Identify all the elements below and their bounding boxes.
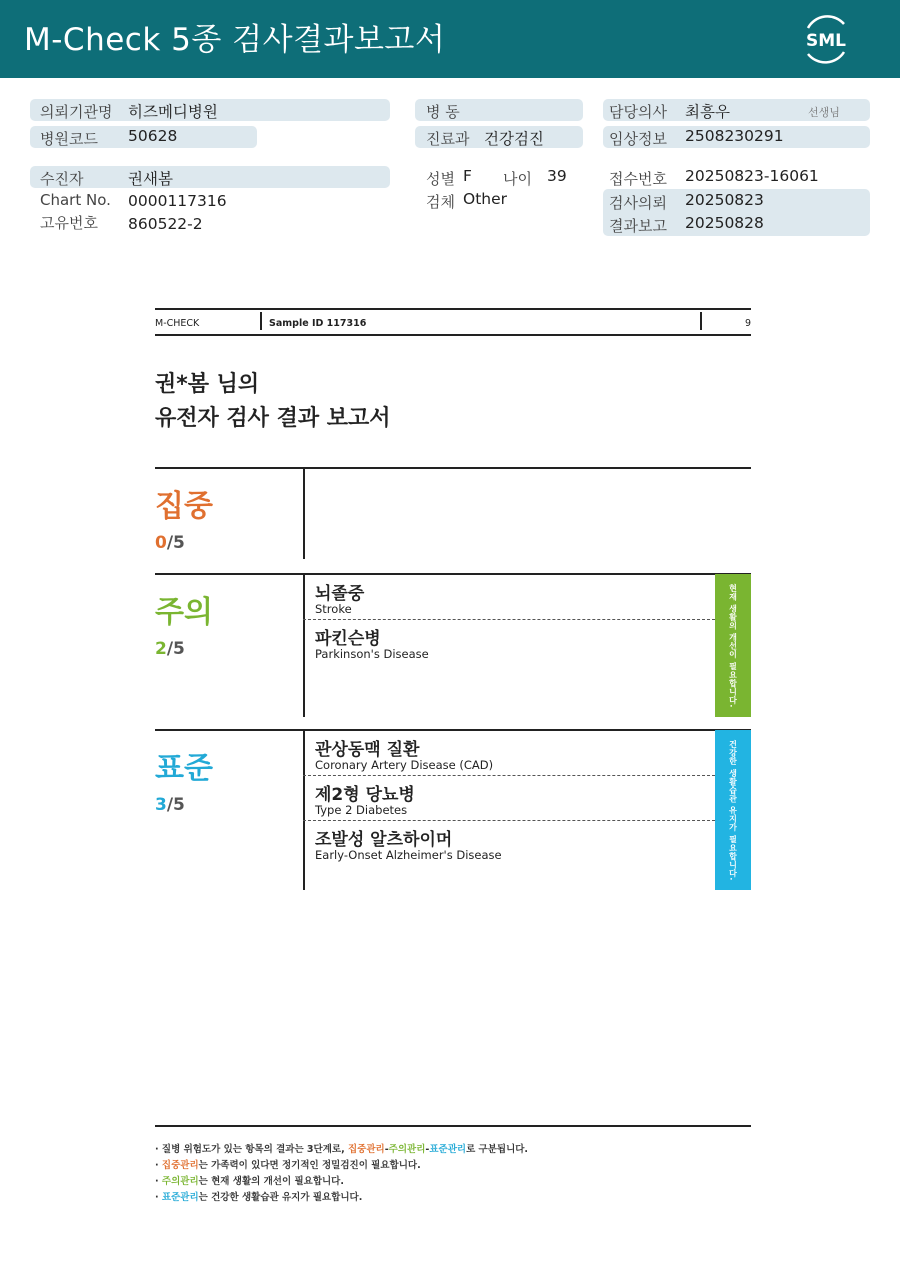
hospital-code-label: 병원코드 [40,130,98,148]
sample-bar [155,308,751,336]
ward-label: 병 동 [426,103,460,121]
sml-logo [796,10,856,68]
dept-label: 진료과 [426,130,470,148]
item-subtitle: Type 2 Diabetes [315,803,408,817]
sample-id: Sample ID 117316 [260,312,366,330]
group-standard [155,729,751,890]
note-2: · 집중관리는 가족력이 있다면 정기적인 정밀검진이 필요합니다. [155,1160,421,1171]
receipt-value: 20250823-16061 [685,167,819,185]
standard-sidebar: 건강한 생활습관 유지가 필요합니다. [715,730,751,890]
item-title: 파킨슨병 [315,629,381,649]
footer-notes [155,1142,528,1206]
result-label: 결과보고 [609,217,667,235]
clinical-label: 임상정보 [609,130,667,148]
list-item [315,776,715,821]
specimen-label: 검체 [426,193,455,211]
list-item [315,620,715,665]
heading-line-1: 권*봄 님의 [155,372,260,397]
sex-value: F [463,167,472,185]
group-caution-name: 주의 [155,595,213,630]
footer-rule [155,1125,751,1127]
id-label: 고유번호 [40,214,98,232]
specimen-value: Other [463,190,508,208]
note-4: · 표준관리는 건강한 생활습관 유지가 필요합니다. [155,1192,363,1203]
chart-value: 0000117316 [128,192,227,210]
dept-value: 건강검진 [484,130,544,148]
sex-label: 성별 [426,170,455,188]
id-value: 860522-2 [128,215,203,233]
age-label: 나이 [503,170,532,188]
item-title: 관상동맥 질환 [315,740,420,760]
note-3: · 주의관리는 현재 생활의 개선이 필요합니다. [155,1176,344,1187]
request-label: 검사의뢰 [609,194,667,212]
item-subtitle: Coronary Artery Disease (CAD) [315,758,494,772]
item-subtitle: Parkinson's Disease [315,647,429,661]
page-number: 9 [700,312,751,330]
list-item [315,575,715,620]
heading-line-2: 유전자 검사 결과 보고서 [155,406,391,431]
note-1: · 질병 위험도가 있는 항목의 결과는 3단계로, 집중관리-주의관리-표준관리로 구분됩니다. [155,1144,529,1155]
doctor-suffix: 선생님 [808,106,840,119]
item-title: 제2형 당뇨병 [315,785,415,805]
group-focus-name: 집중 [155,489,213,524]
clinical-value: 2508230291 [685,127,784,145]
request-value: 20250823 [685,191,764,209]
group-caution [155,573,751,717]
group-standard-count: 3/5 [155,795,185,815]
caution-sidebar: 현재 생활의 개선이 필요합니다. [715,574,751,717]
item-title: 조발성 알츠하이머 [315,830,453,850]
report-title: M-Check 5종 검사결과보고서 [24,22,446,58]
group-focus [155,467,751,559]
doctor-value: 최흥우 [685,103,730,121]
patient-row [30,166,390,188]
chart-label: Chart No. [40,191,111,209]
header-bar [0,0,900,78]
brand-label: M-CHECK [155,318,200,329]
patient-value: 권새봄 [128,170,173,188]
institution-label: 의뢰기관명 [40,103,113,121]
age-value: 39 [547,167,567,185]
logo-text: SML [806,31,846,51]
group-standard-name: 표준 [155,751,213,786]
doctor-label: 담당의사 [609,103,667,121]
patient-label: 수진자 [40,170,84,188]
list-item [315,821,715,866]
item-title: 뇌졸중 [315,584,365,604]
institution-value: 히즈메디병원 [128,103,218,121]
report-heading [155,368,391,436]
list-item [315,731,715,776]
result-value: 20250828 [685,214,764,232]
item-subtitle: Stroke [315,602,352,616]
receipt-label: 접수번호 [609,170,667,188]
group-caution-count: 2/5 [155,639,185,659]
hospital-code-value: 50628 [128,127,178,145]
item-subtitle: Early-Onset Alzheimer's Disease [315,848,502,862]
group-focus-count: 0/5 [155,533,185,553]
